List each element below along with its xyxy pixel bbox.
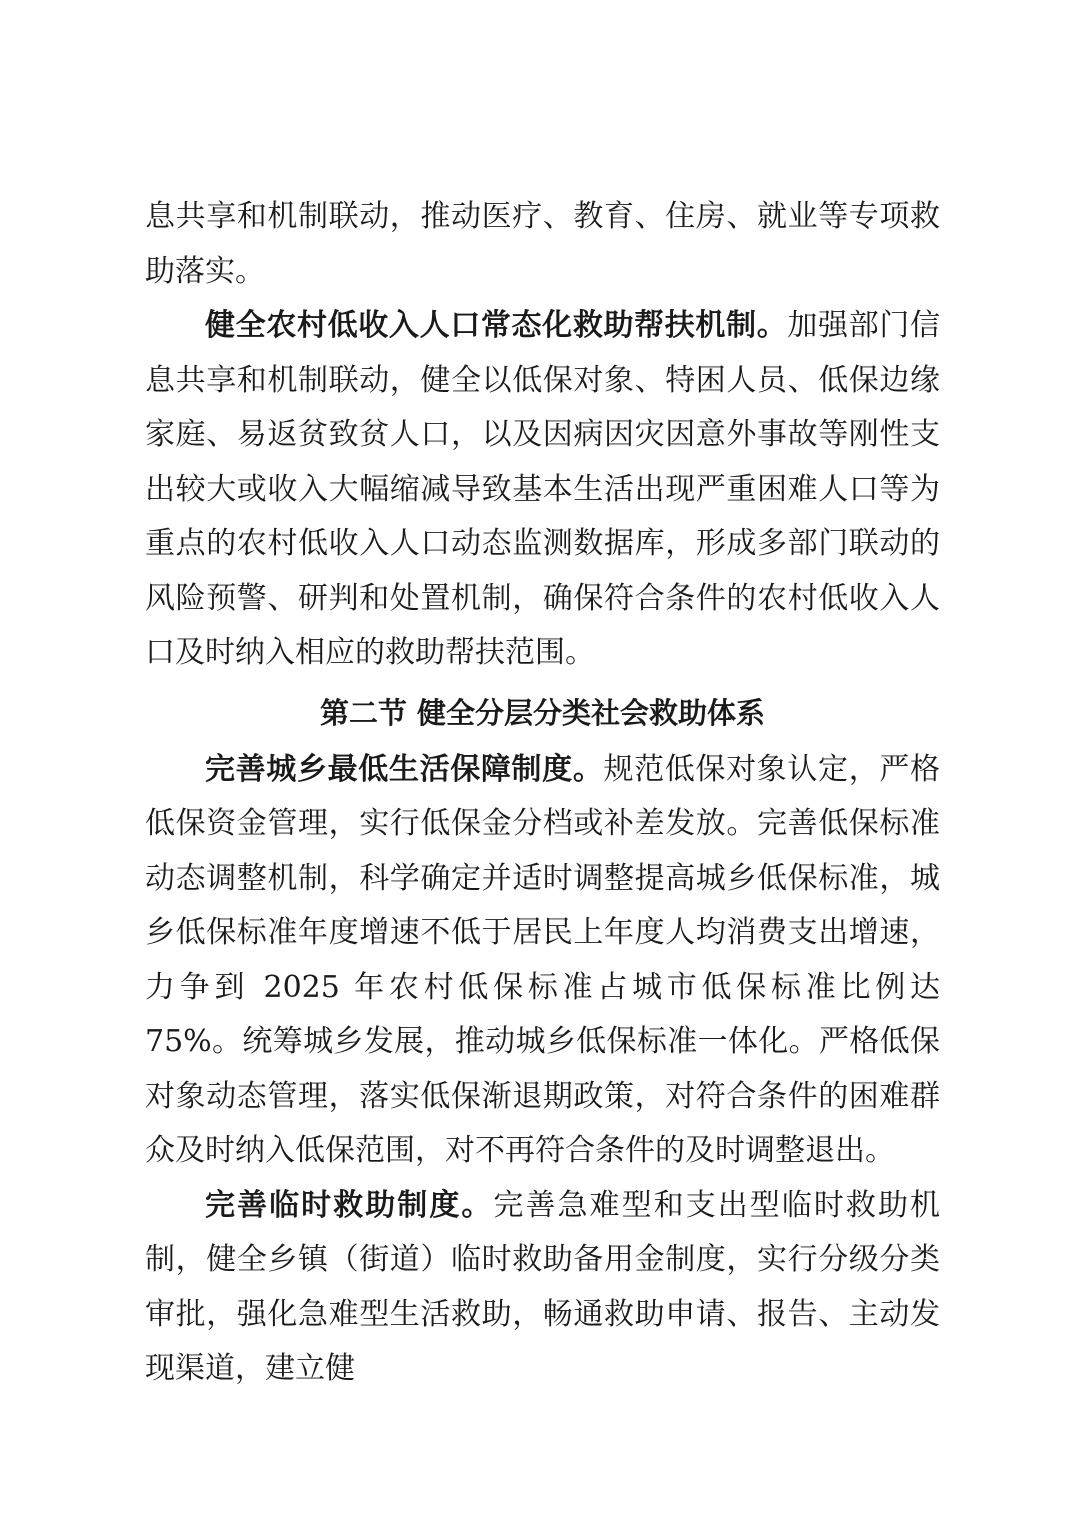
paragraph-text: 加强部门信息共享和机制联动，健全以低保对象、特困人员、低保边缘家庭、易返贫致贫人口，以及因病因灾因意外事故等刚性支出较大或收入大幅缩减导致基本生活出现严重困难人口等为重点的农村低收入人口动态监测数据库，形成多部门联动的风险预警、研判和处置机制，确保符合条件的农村低收入人口及时纳入相应的救助帮扶范围。: [145, 308, 940, 670]
paragraph-lead-heading: 完善临时救助制度。: [205, 1187, 494, 1223]
paragraph-minimum-living: [145, 743, 940, 1179]
paragraph-rural-assistance: [145, 299, 940, 681]
section-title: 第二节 健全分层分类社会救助体系: [319, 695, 766, 730]
paragraph-text: 完善急难型和支出型临时救助机制，健全乡镇（街道）临时救助备用金制度，实行分级分类审批，强化急难型生活救助，畅通救助申请、报告、主动发现渠道，建立健: [145, 1187, 941, 1386]
paragraph-text: 息共享和机制联动，推动医疗、教育、住房、就业等专项救助落实。: [145, 199, 940, 289]
paragraph-lead-heading: 健全农村低收入人口常态化救助帮扶机制。: [205, 308, 788, 343]
paragraph-continuation: [145, 190, 940, 299]
paragraph-text: 规范低保对象认定，严格低保资金管理，实行低保金分档或补差发放。完善低保标准动态调整机制，科学确定并适时调整提高城乡低保标准，城乡低保标准年度增速不低于居民上年度人均消费支出增速，力争到 2025 年农村低保标准占城市低保标准比例达 75%。统筹城乡发展，推动城乡低保标准一体化。严格低保对象动态管理，落实低保渐退期政策，对符合条件的困难群众及时纳入低保范围，对不再符合条件的及时调整退出。: [145, 751, 941, 1168]
document-page: [145, 190, 940, 1397]
paragraph-temporary-assistance: [145, 1179, 940, 1397]
paragraph-lead-heading: 完善城乡最低生活保障制度。: [205, 751, 604, 787]
